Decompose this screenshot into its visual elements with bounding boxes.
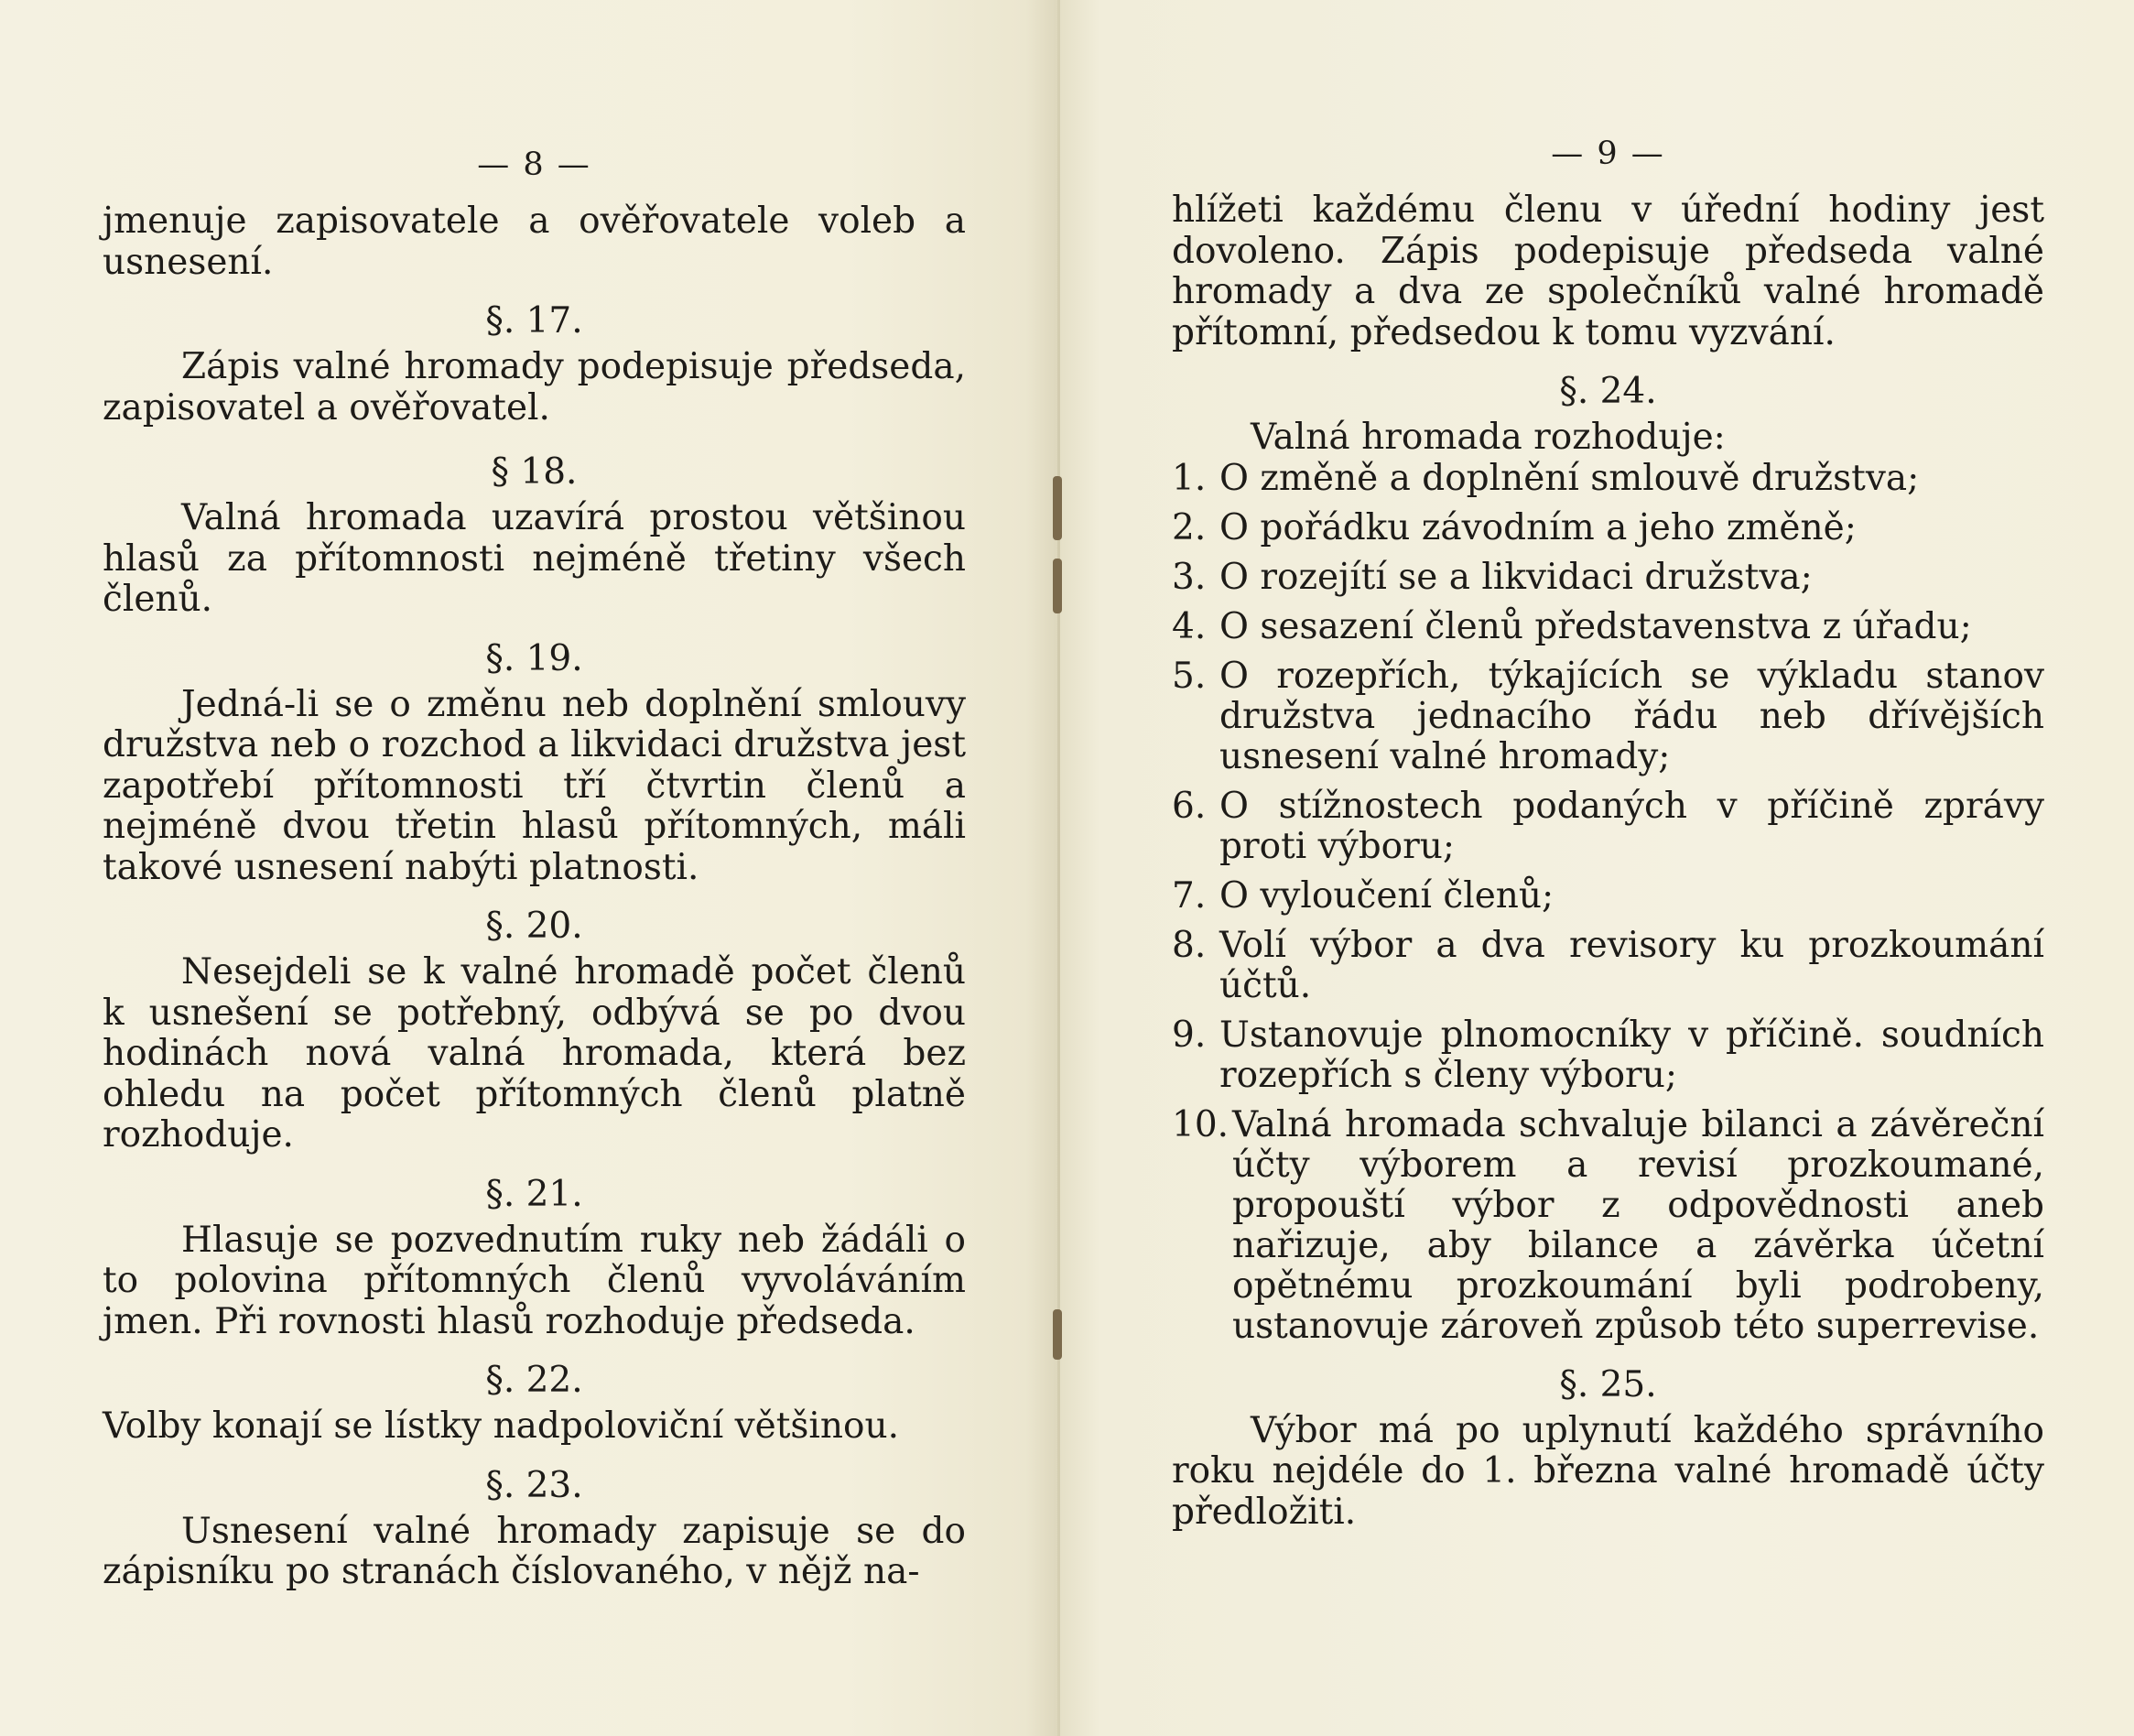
item-text: Valná hromada schvaluje bilanci a závěreční účty výborem a revisí prozkoumané, propouští výbor z odpovědnosti aneb nařizuje, aby bilance a závěrka účetní opětnému prozkoumání byli podrobeny, ustanovuje zároveň způsob této superrevise. [1232,1103,2044,1347]
book-gutter [1057,0,1060,1736]
item-number: 4. [1172,605,1207,647]
paragraph: Valná hromada uzavírá prostou většinou hlasů za přítomnosti nejméně třetiny všech členů. [103,497,966,620]
list-item [1172,876,2044,917]
item-text: O stížnostech podaných v příčině zprávy proti výboru; [1219,785,2044,867]
item-text: O sesazení členů představenstva z úřadu; [1219,605,1972,647]
item-text: O vyloučení členů; [1219,874,1554,917]
list-lead: Valná hromada rozhoduje: [1251,417,1726,458]
item-number: 8. [1172,924,1207,966]
right-page-text [1172,190,2044,1533]
binding-thread [1053,1309,1062,1360]
item-number: 2. [1172,506,1207,548]
section-heading: § 18. [491,451,578,493]
item-number: 10. [1172,1103,1229,1145]
list-item [1172,558,2044,598]
item-number: 5. [1172,655,1207,697]
item-number: 9. [1172,1014,1207,1056]
section-heading: §. 19. [485,637,583,679]
section-heading: §. 17. [485,300,583,342]
paragraph: Volby konají se lístky nadpoloviční většinou. [103,1405,900,1447]
section-heading: §. 25. [1559,1363,1657,1405]
page-number: — 9 — [1551,136,1665,172]
item-text: Ustanovuje plnomocníky v příčině. soudních rozepřích s členy výboru; [1219,1014,2044,1096]
paragraph: hlížeti každému členu v úřední hodiny jest dovoleno. Zápis podepisuje předseda valné hromady a dva ze společníků valné hromadě přítomní, předsedou k tomu vyzvání. [1172,190,2044,353]
paragraph: Jedná-li se o změnu neb doplnění smlouvy družstva neb o rozchod a likvidaci družstva jest zapotřebí přítomnosti tří čtvrtin členů a nejméně dvou třetin hlasů přítomných, máli takové usnesení nabýti platnosti. [103,683,966,888]
item-text: Volí výbor a dva revisory ku prozkoumání účtů. [1219,924,2044,1006]
binding-thread [1053,476,1062,540]
list-item [1172,656,2044,777]
list-item [1172,607,2044,647]
item-number: 1. [1172,457,1207,499]
section-heading: §. 22. [485,1360,583,1401]
list-item [1172,926,2044,1006]
left-page [0,0,1057,1736]
section-heading: §. 24. [1559,371,1657,412]
item-text: O rozejítí se a likvidaci družstva; [1219,556,1813,598]
list-item [1172,787,2044,867]
paragraph: jmenuje zapisovatele a ověřovatele voleb a usnesení. [103,201,966,283]
page-number: — 8 — [477,146,591,183]
item-text: O rozepřích, týkajících se výkladu stanov družstva jednacího řádu neb dřívějších usnesení valné hromady; [1219,655,2044,777]
list-item [1172,459,2044,499]
section-heading: §. 21. [485,1173,583,1215]
list-item [1172,1015,2044,1096]
paragraph: Nesejdeli se k valné hromadě počet členů k usnešení se potřebný, odbývá se po dvou hodinách nová valná hromada, která bez ohledu na počet přítomných členů platně rozhoduje. [103,951,966,1156]
list-item [1172,1105,2044,1347]
item-number: 7. [1172,874,1207,917]
section-heading: §. 20. [485,906,583,947]
list-item [1172,508,2044,548]
item-text: O změně a doplnění smlouvě družstva; [1219,457,1920,499]
left-page-text [103,201,966,1593]
item-number: 6. [1172,785,1207,827]
paragraph: Hlasuje se pozvednutím ruky neb žádáli o to polovina přítomných členů vyvoláváním jmen. Při rovnosti hlasů rozhoduje předseda. [103,1219,966,1342]
binding-thread [1053,559,1062,613]
section-heading: §. 23. [485,1464,583,1506]
paragraph: Zápis valné hromady podepisuje předseda, zapisovatel a ověřovatel. [103,346,966,429]
item-number: 3. [1172,556,1207,598]
item-text: O pořádku závodním a jeho změně; [1219,506,1857,548]
paragraph: Usnesení valné hromady zapisuje se do zápisníku po stranách číslovaného, v nějž na- [103,1510,966,1592]
paragraph: Výbor má po uplynutí každého správního roku nejdéle do 1. března valné hromadě účty předložiti. [1172,1409,2044,1533]
right-page [1057,0,2134,1736]
numbered-list [1172,459,2044,1347]
